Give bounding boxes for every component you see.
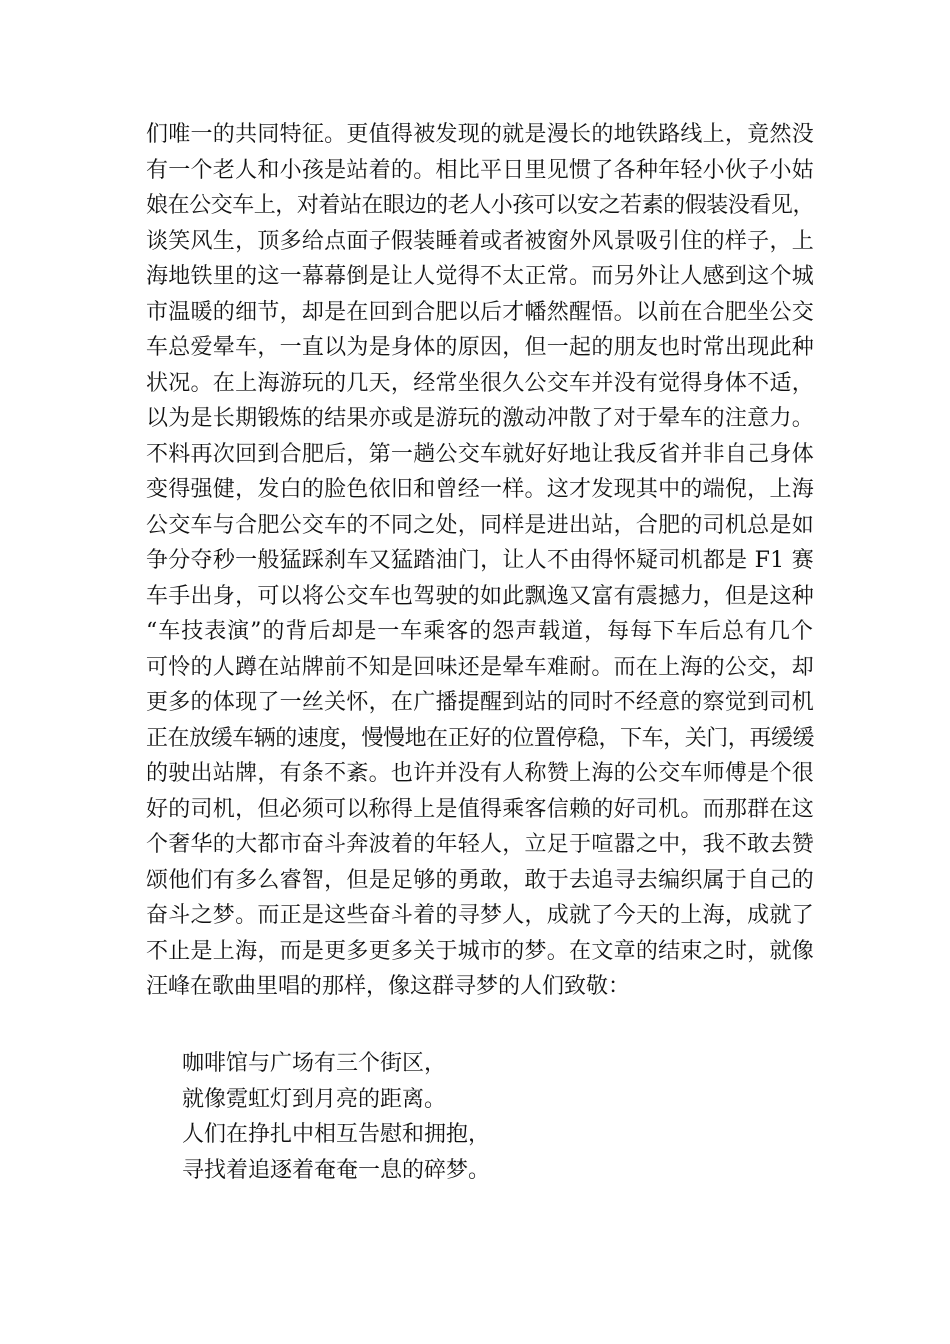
text-line: 更多的体现了一丝关怀，在广播提醒到站的同时不经意的察觉到司机 xyxy=(146,690,814,715)
verse-line: 就像霓虹灯到月亮的距离。 xyxy=(182,1086,447,1112)
text-line: 们唯一的共同特征。更值得被发现的就是漫长的地铁路线上，竟然没 xyxy=(146,122,814,147)
verse-line: 寻找着追逐着奄奄一息的碎梦。 xyxy=(182,1157,491,1183)
text-line: 谈笑风生，顶多给点面子假装睡着或者被窗外风景吸引住的样子，上 xyxy=(146,228,814,254)
text-line: 的驶出站牌，有条不紊。也许并没有人称赞上海的公交车师傅是个很 xyxy=(146,761,814,786)
text-line: 颂他们有多么睿智，但是足够的勇敢，敢于去追寻去编织属于自己的 xyxy=(146,867,814,893)
text-line: 可怜的人蹲在站牌前不知是回味还是晕车难耐。而在上海的公交，却 xyxy=(146,654,814,680)
text-line: 个奢华的大都市奋斗奔波着的年轻人，立足于喧嚣之中，我不敢去赞 xyxy=(146,832,814,857)
text-line: 奋斗之梦。而正是这些奋斗着的寻梦人，成就了今天的上海，成就了 xyxy=(146,903,814,928)
text-line: 车总爱晕车，一直以为是身体的原因，但一起的朋友也时常出现此种 xyxy=(146,335,814,360)
text-line: 正在放缓车辆的速度，慢慢地在正好的位置停稳，下车，关门，再缓缓 xyxy=(146,725,814,751)
text-line: 不止是上海，而是更多更多关于城市的梦。在文章的结束之时，就像 xyxy=(146,938,814,964)
text-line: 争分夺秒一般猛踩刹车又猛踏油门，让人不由得怀疑司机都是 F1 赛 xyxy=(146,548,814,573)
text-line: 市温暖的细节，却是在回到合肥以后才幡然醒悟。以前在合肥坐公交 xyxy=(146,299,814,325)
text-line: 娘在公交车上，对着站在眼边的老人小孩可以安之若素的假装没看见， xyxy=(146,193,814,218)
text-line: 公交车与合肥公交车的不同之处，同样是进出站，合肥的司机总是如 xyxy=(146,512,814,538)
text-line: 变得强健，发白的脸色依旧和曾经一样。这才发现其中的端倪，上海 xyxy=(146,477,814,502)
song-lyrics-quote xyxy=(182,1046,782,1188)
essay-paragraph xyxy=(146,117,814,1005)
text-line: 好的司机，但必须可以称得上是值得乘客信赖的好司机。而那群在这 xyxy=(146,796,814,822)
text-line: 状况。在上海游玩的几天，经常坐很久公交车并没有觉得身体不适， xyxy=(146,370,814,396)
verse-line: 咖啡馆与广场有三个街区， xyxy=(182,1051,447,1076)
text-line: 不料再次回到合肥后，第一趟公交车就好好地让我反省并非自己身体 xyxy=(146,441,814,467)
text-line: 以为是长期锻炼的结果亦或是游玩的激动冲散了对于晕车的注意力。 xyxy=(146,406,814,431)
verse-line: 人们在挣扎中相互告慰和拥抱， xyxy=(182,1122,491,1147)
text-line: “车技表演”的背后却是一车乘客的怨声载道，每每下车后总有几个 xyxy=(146,619,814,644)
text-line: 汪峰在歌曲里唱的那样，像这群寻梦的人们致敬： xyxy=(146,974,631,999)
text-line: 车手出身，可以将公交车也驾驶的如此飘逸又富有震撼力，但是这种 xyxy=(146,583,814,609)
text-line: 海地铁里的这一幕幕倒是让人觉得不太正常。而另外让人感到这个城 xyxy=(146,264,814,289)
text-line: 有一个老人和小孩是站着的。相比平日里见惯了各种年轻小伙子小姑 xyxy=(146,157,814,183)
